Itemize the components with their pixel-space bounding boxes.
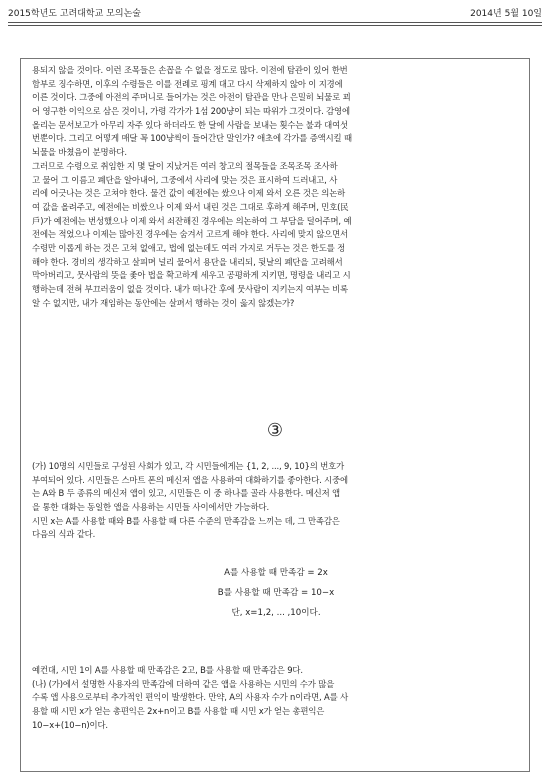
text-line: 수령만 이롭게 하는 것은 고쳐 없애고, 법에 없는데도 여러 가지로 거두는 것은 한도를 정	[32, 242, 346, 253]
text-line: 수록 앱 사용으로부터 추가적인 편익이 발생한다. 만약, A의 사용자 수가 n이라면, A를 사	[32, 692, 349, 703]
text-line: 알 수 없지만, 내가 재임하는 동안에는 살펴서 행하는 것이 옳지 않겠는가?	[32, 297, 295, 308]
text-line: 올리는 문서보고가 아무리 자주 있다 하더라도 한 달에 사람을 보내는 횟수는 불과 대여섯	[32, 119, 348, 130]
header-rule-bottom	[8, 25, 542, 26]
text-line: (나) (가)에서 설명한 사용자의 만족감에 더하여 같은 앱을 사용하는 시민의 수가 많을	[32, 678, 335, 689]
text-line: 함부로 징수하면, 이후의 수령들은 이를 전례로 핑계 대고 다시 삭제하지 않아 이 지경에	[32, 78, 343, 89]
text-line: 행하는데 전혀 부끄러움이 없을 것이다. 내가 떠나간 후에 뭇사람이 지키는지 여부는 비록	[32, 284, 348, 294]
text-line: 용할 때 시민 x가 얻는 총편익은 2x+n이고 B를 사용할 때 시민 x가 얻는 총편익은	[32, 706, 325, 717]
text-line: 그러므로 수령으로 취임한 지 몇 달이 지났거든 여러 창고의 절목들을 조목조목 조사하	[32, 160, 338, 171]
text-line: 부여되어 있다. 시민들은 스마트 폰의 메신저 앱을 사용하여 대화하기를 좋아한다. 시중에	[32, 474, 348, 485]
text-line: 번뿐이다. 그리고 어떻게 매달 꼭 100냥씩이 들어간단 말인가? 애초에 각가를 증액시킬 때	[32, 133, 352, 144]
passage-three-na-text	[32, 664, 520, 732]
passage-two-text	[32, 64, 520, 310]
page-header	[8, 6, 542, 22]
text-line: 다음의 식과 같다.	[32, 529, 96, 540]
text-line: 용되지 않을 것이다. 이런 조목들은 손꼽을 수 없을 정도로 많다. 이전에 탐관이 있어 한번	[32, 65, 348, 75]
text-line: 시민 x는 A를 사용할 때와 B를 사용할 때 다른 수준의 만족감을 느끼는 데, 그 만족감은	[32, 515, 340, 526]
formula-b: B를 사용할 때 만족감 = 10−x	[217, 588, 335, 598]
text-line: 어 영구한 이익으로 삼은 것이니, 가령 각가가 1섬 200냥이 되는 따위가 그것이다. 감영에	[32, 106, 350, 117]
text-line: 뇌물을 바쳤음이 분명하다.	[32, 147, 127, 158]
section-three-marker: ③	[266, 420, 284, 441]
text-line: 예컨대, 시민 1이 A를 사용할 때 만족감은 2고, B를 사용할 때 만족감은 9다.	[32, 665, 303, 675]
text-line: 리에 어긋나는 것은 고쳐야 한다. 물건 값이 예전에는 쌌으나 이제 와서 오른 것은 의논하	[32, 188, 346, 199]
text-line: 해야 한다. 경비의 생각하고 살피며 널리 물어서 용단을 내리되, 뒷날의 폐단을 고려해서	[32, 256, 343, 267]
text-line: 을 통한 대화는 동일한 앱을 사용하는 시민들 사이에서만 가능하다.	[32, 502, 269, 513]
text-line: 戶)가 예전에는 번성했으나 이제 와서 쇠잔해진 경우에는 의논하여 그 부담을 덜어주며, 예	[32, 215, 352, 226]
text-line: 고 물어 그 이름고 폐단을 알아내어, 그중에서 사리에 맞는 것은 표시하여 드러내고, 사	[32, 174, 338, 185]
text-line: (가) 10명의 시민들로 구성된 사회가 있고, 각 시민들에게는 {1, 2, ..., 9, 10}의 번호가	[32, 461, 345, 471]
exam-title: 2015학년도 고려대학교 모의논술	[8, 9, 141, 19]
text-line: 여 값을 올려주고, 예전에는 비쌌으나 이제 와서 내린 것은 그대로 후하게 해주며, 민호(民	[32, 201, 349, 212]
formula-a: A를 사용할 때 만족감 = 2x	[224, 568, 328, 578]
text-line: 전에는 적었으나 이제는 많아진 경우에는 숨겨서 고르게 해야 한다. 사리에 맞지 않으면서	[32, 229, 348, 240]
formula-domain: 단, x=1,2, ... ,10이다.	[231, 608, 321, 618]
text-line: 는 A와 B 두 종류의 메신저 앱이 있고, 시민들은 이 중 하나를 골라 사용한다. 메신저 앱	[32, 488, 340, 499]
header-rule-top	[8, 22, 542, 23]
exam-date: 2014년 5월 10일	[470, 9, 542, 19]
text-line: 10−x+(10−n)이다.	[32, 719, 108, 730]
passage-three-ga-text	[32, 460, 520, 542]
text-line: 이른 것이다. 그중에 아전의 주머니로 들어가는 것은 아전이 탐관을 만나 은밀히 뇌물로 꾀	[32, 92, 351, 103]
text-line: 막아버리고, 뭇사람의 뜻을 좇아 법을 확고하게 세우고 공평하게 지키면, 명령을 내리고 시	[32, 270, 351, 281]
